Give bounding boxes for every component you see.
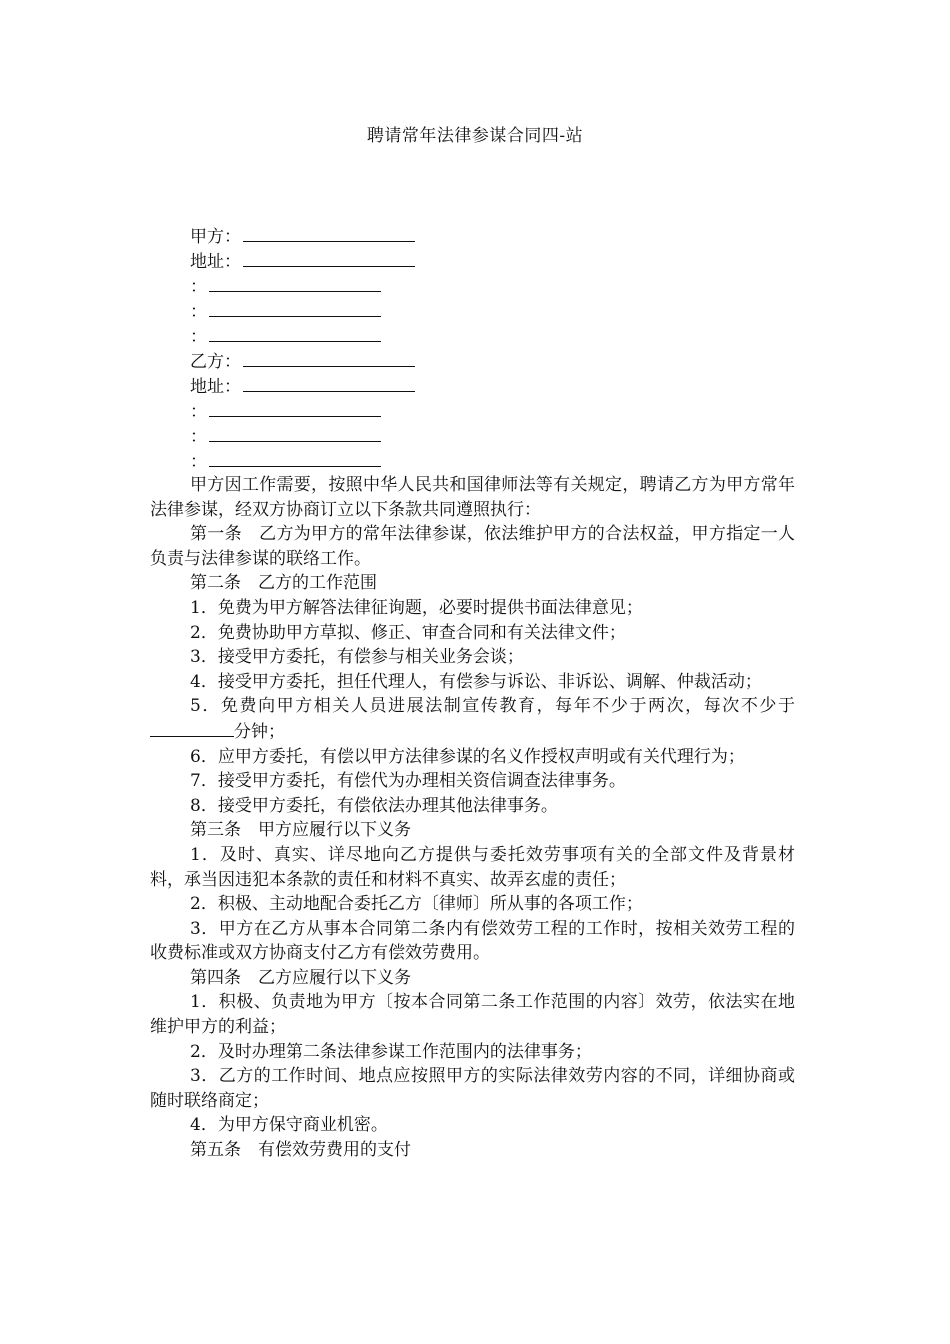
field-row [190,224,790,249]
paragraph: 3．接受甲方委托，有偿参与相关业务会谈； [190,647,524,668]
paragraph: 5．免费向甲方相关人员进展法制宣传教育，每年不少于两次，每次不少于分钟； [150,694,795,744]
field-label: ： [190,327,207,347]
paragraph: 6．应甲方委托，有偿以甲方法律参谋的名义作授权声明或有关代理行为； [190,746,745,767]
fill-in-blank[interactable] [243,374,415,392]
field-row [190,274,790,299]
paragraph: 第一条 乙方为甲方的常年法律参谋，依法维护甲方的合法权益，甲方指定一人负责与法律参谋的联络工作。 [150,524,795,569]
paragraph: 1．免费为甲方解答法律征询题，必要时提供书面法律意见； [190,597,643,618]
contract-body [150,473,795,1163]
paragraph: 1．及时、真实、详尽地向乙方提供与委托效劳事项有关的全部文件及背景材料，承当因违犯本条款的责任和材料不真实、故弄玄虚的责任； [150,844,795,890]
field-label: ： [190,302,207,322]
field-row [190,449,790,474]
field-label: ： [190,277,207,297]
field-row [190,399,790,424]
field-label: 地址： [190,377,241,397]
field-row [190,374,790,399]
field-row [190,324,790,349]
field-label: ： [190,427,207,447]
fill-in-blank[interactable] [243,349,415,367]
paragraph: 第三条 甲方应履行以下义务 [190,820,411,841]
paragraph: 2．免费协助甲方草拟、修正、审查合同和有关法律文件； [190,622,626,643]
paragraph: 第四条 乙方应履行以下义务 [190,967,411,988]
field-row [190,299,790,324]
paragraph: 第五条 有偿效劳费用的支付 [190,1140,411,1161]
field-label: 甲方： [190,227,241,247]
field-row [190,349,790,374]
fill-in-blank[interactable] [209,324,381,342]
field-label: ： [190,452,207,472]
paragraph: 1．积极、负责地为甲方〔按本合同第二条工作范围的内容〕效劳，依法实在地维护甲方的利益； [150,992,795,1038]
paragraph: 4．为甲方保守商业机密。 [190,1115,388,1136]
paragraph: 3．乙方的工作时间、地点应按照甲方的实际法律效劳内容的不同，详细协商或随时联络商定； [150,1066,795,1111]
paragraph: 第二条 乙方的工作范围 [190,573,377,594]
paragraph: 4．接受甲方委托，担任代理人，有偿参与诉讼、非诉讼、调解、仲裁活动； [190,671,762,692]
paragraph: 2．及时办理第二条法律参谋工作范围内的法律事务； [190,1041,592,1062]
paragraph: 甲方因工作需要，按照中华人民共和国律师法等有关规定，聘请乙方为甲方常年法律参谋，经双方协商订立以下条款共同遵照执行： [150,475,795,520]
fill-in-blank[interactable] [209,299,381,317]
fill-in-blank[interactable] [150,719,234,737]
field-row [190,249,790,274]
fill-in-blank[interactable] [243,249,415,267]
fill-in-blank[interactable] [209,274,381,292]
field-label: 地址： [190,252,241,272]
fill-in-blank[interactable] [243,224,415,242]
field-label: ： [190,402,207,422]
fill-in-blank[interactable] [209,399,381,417]
paragraph: 7．接受甲方委托，有偿代为办理相关资信调查法律事务。 [190,771,626,792]
document-title: 聘请常年法律参谋合同四-站 [366,126,584,146]
field-label: 乙方： [190,352,241,372]
field-row [190,424,790,449]
fill-in-blank[interactable] [209,424,381,442]
paragraph: 8．接受甲方委托，有偿依法办理其他法律事务。 [190,795,558,816]
fill-in-blank[interactable] [209,449,381,467]
party-info-fields [190,224,790,474]
paragraph: 3．甲方在乙方从事本合同第二条内有偿效劳工程的工作时，按相关效劳工程的收费标准或双方协商支付乙方有偿效劳费用。 [150,918,795,964]
paragraph: 2．积极、主动地配合委托乙方〔律师〕所从事的各项工作； [190,894,643,915]
